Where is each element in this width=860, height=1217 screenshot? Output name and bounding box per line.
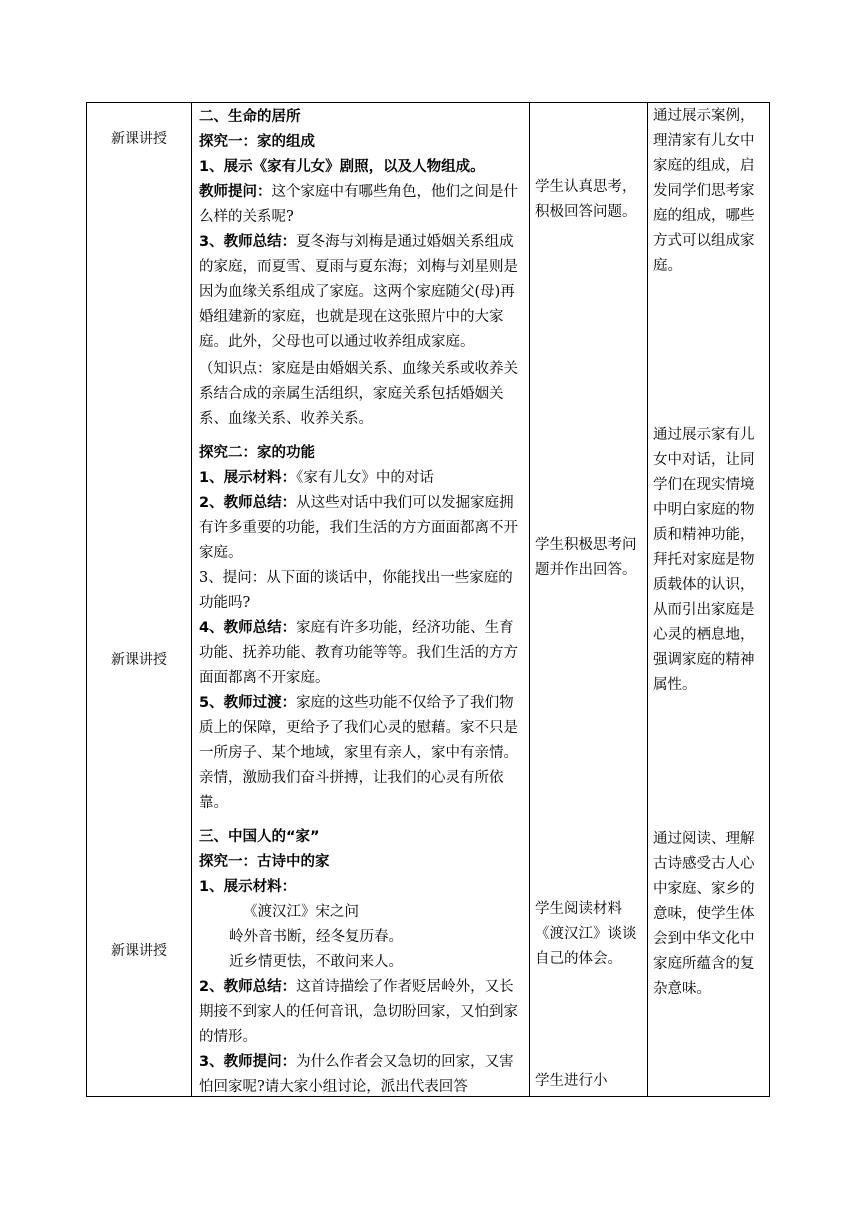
section-1-content (199, 105, 525, 432)
row-label: 新课讲授 (111, 131, 167, 147)
student-activity: 学生认真思考，积极回答问题。 (535, 179, 637, 220)
step-text: 家庭有许多功能，经济功能、生育功能、抚养功能、教育功能等等。我们生活的方方面面都离不开家庭。 (199, 620, 518, 686)
step-label: 3、教师提问： (199, 1054, 297, 1070)
design-intent: 通过展示家有儿女中对话，让同学们在现实情境中明白家庭的物质和精神功能，拜托对家庭是物质载体的认识，从而引出家庭是心灵的栖息地，强调家庭的精神属性。 (653, 427, 755, 693)
step-label: 1、展示材料： (199, 470, 297, 486)
lesson-table (86, 102, 770, 1097)
section-3-content (199, 825, 525, 1100)
student-activity: 学生积极思考问题并作出回答。 (535, 537, 637, 578)
step-text: 从这些对话中我们可以发掘家庭拥有许多重要的功能，我们生活的方方面面都离不开家庭。 (199, 495, 518, 561)
step-text: 这首诗描绘了作者贬居岭外，又长期接不到家人的任何音讯，急切盼回家，又怕到家的情形。 (199, 979, 518, 1045)
step-text: 为什么作者会又急切的回家，又害怕回家呢?请大家小组讨论，派出代表回答 (199, 1054, 514, 1095)
row-label: 新课讲授 (111, 943, 167, 959)
step-item: 1、展示《家有儿女》剧照，以及人物组成。 (199, 159, 485, 175)
poem-line: 岭外音书断，经冬复历春。 (229, 929, 403, 945)
explore-heading: 探究一：家的组成 (199, 134, 315, 150)
step-label: 2、教师总结： (199, 495, 297, 511)
poem-title: 《渡汉江》宋之问 (243, 904, 359, 920)
step-label: 1、展示材料： (199, 879, 297, 895)
explore-heading: 探究二：家的功能 (199, 445, 315, 461)
section-title: 三、中国人的“家” (199, 829, 320, 845)
row-label: 新课讲授 (111, 652, 167, 668)
student-activity: 学生阅读材料《渡汉江》谈谈自己的体会。 (535, 901, 637, 967)
design-intent: 通过阅读、理解古诗感受古人心中家庭、家乡的意味，使学生体会到中华文化中家庭所蕴含的复杂意味。 (653, 831, 755, 997)
step-label: 3、教师总结： (199, 234, 297, 250)
design-intent: 通过展示案例，理清家有儿女中家庭的组成，启发同学们思考家庭的组成，哪些方式可以组成家庭。 (653, 108, 755, 274)
step-label: 4、教师总结： (199, 620, 297, 636)
step-text: 3、提问：从下面的谈话中，你能找出一些家庭的功能吗? (199, 570, 513, 611)
column-divider (647, 103, 648, 1096)
knowledge-note: （知识点：家庭是由婚姻关系、血缘关系或收养关系结合成的亲属生活组织，家庭关系包括婚姻关系、血缘关系、收养关系。 (199, 361, 518, 427)
section-title: 二、生命的居所 (199, 109, 301, 125)
column-divider (529, 103, 530, 1096)
step-label: 5、教师过渡： (199, 695, 297, 711)
student-activity: 学生进行小 (535, 1073, 608, 1089)
poem-line: 近乡情更怯，不敢问来人。 (229, 954, 403, 970)
column-divider (191, 103, 192, 1096)
step-text: 这个家庭中有哪些角色，他们之间是什么样的关系呢? (199, 184, 518, 225)
step-text: 《家有儿女》中的对话 (296, 470, 434, 486)
step-label: 2、教师总结： (199, 979, 297, 995)
step-label: 教师提问： (199, 184, 272, 200)
step-text: 夏冬海与刘梅是通过婚姻关系组成的家庭，而夏雪、夏雨与夏东海；刘梅与刘星则是因为血缘关系组成了家庭。这两个家庭随父(母)再婚组建新的家庭，也就是现在这张照片中的大家庭。此外，父母也可以通过收养组成家庭。 (199, 234, 518, 350)
explore-heading: 探究一：古诗中的家 (199, 854, 330, 870)
step-text: 家庭的这些功能不仅给予了我们物质上的保障，更给予了我们心灵的慰藉。家不只是一所房子、某个地域，家里有亲人，家中有亲情。亲情，激励我们奋斗拼搏，让我们的心灵有所依靠。 (199, 695, 518, 811)
section-2-content (199, 441, 525, 816)
